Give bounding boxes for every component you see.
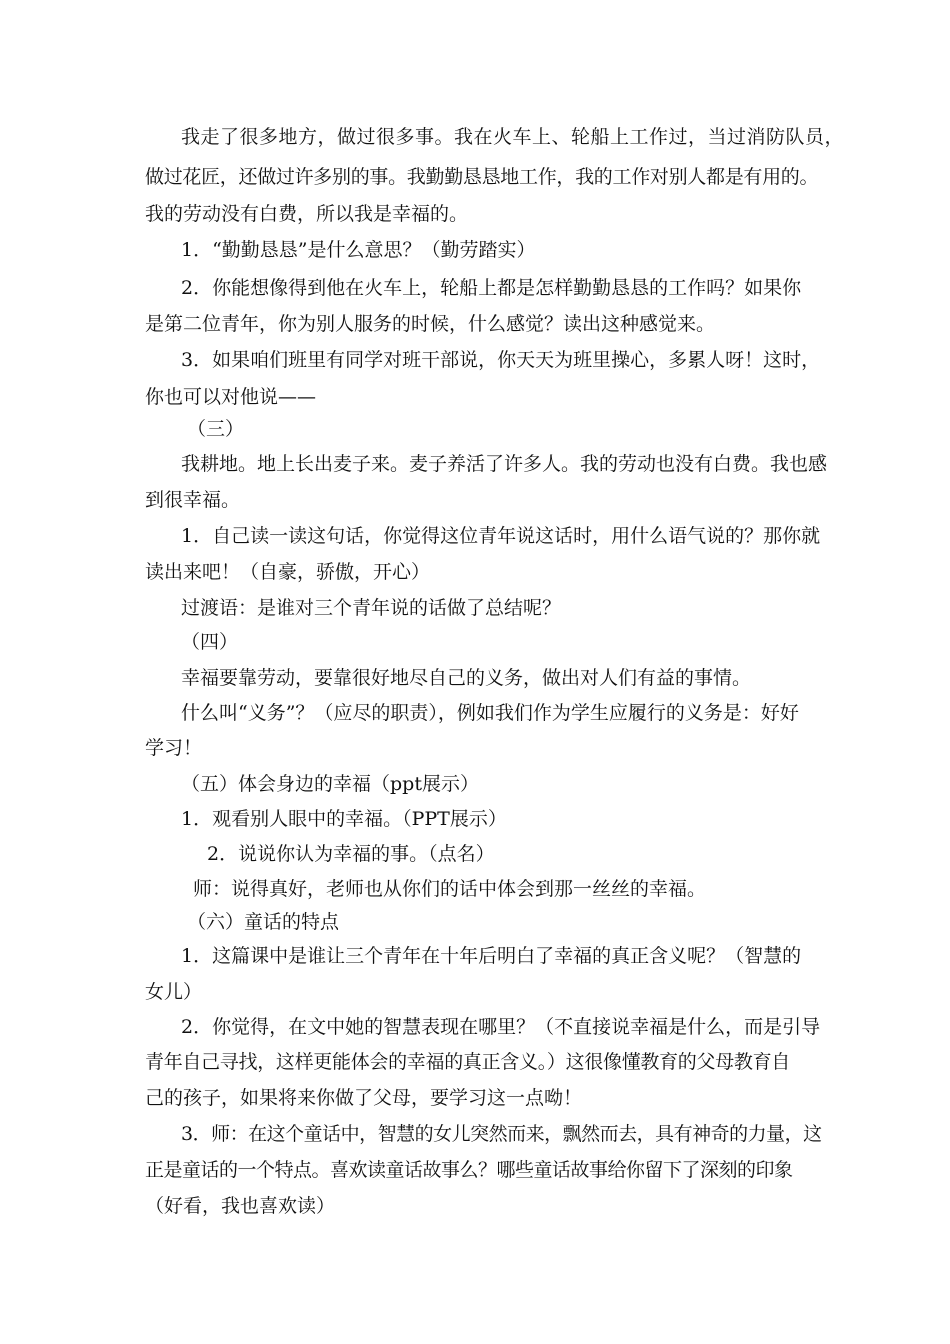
text-line: 做过花匠，还做过许多别的事。我勤勤恳恳地工作，我的工作对别人都是有用的。: [145, 166, 819, 188]
text-line: 学习！: [145, 737, 203, 759]
text-line: 2．说说你认为幸福的事。（点名）: [207, 843, 495, 865]
text-line: 女儿）: [145, 981, 203, 1003]
text-line: （五）体会身边的幸福（ppt展示）: [181, 773, 479, 795]
text-line: 什么叫“义务”？（应尽的职责），例如我们作为学生应履行的义务是：好好: [181, 702, 799, 724]
text-line: 是第二位青年，你为别人服务的时候，什么感觉？读出这种感觉来。: [145, 313, 716, 335]
text-line: （三）: [187, 418, 245, 440]
text-line: 你也可以对他说——: [145, 386, 317, 408]
text-line: 我走了很多地方，做过很多事。我在火车上、轮船上工作过，当过消防队员，: [181, 126, 845, 148]
text-line: 2．你能想像得到他在火车上，轮船上都是怎样勤勤恳恳的工作吗？如果你: [181, 277, 802, 299]
text-line: 正是童话的一个特点。喜欢读童话故事么？哪些童话故事给你留下了深刻的印象: [145, 1159, 793, 1181]
text-line: 3．如果咱们班里有同学对班干部说，你天天为班里操心，多累人呀！这时，: [181, 349, 821, 371]
text-line: 1．自己读一读这句话，你觉得这位青年说这话时，用什么语气说的？那你就: [181, 525, 821, 547]
text-line: 我耕地。地上长出麦子来。麦子养活了许多人。我的劳动也没有白费。我也感: [181, 453, 828, 475]
text-line: 师：说得真好，老师也从你们的话中体会到那一丝丝的幸福。: [193, 878, 707, 900]
text-line: 己的孩子，如果将来你做了父母，要学习这一点呦！: [145, 1087, 583, 1109]
text-line: 到很幸福。: [145, 489, 241, 511]
text-line: 1．这篇课中是谁让三个青年在十年后明白了幸福的真正含义呢？（智慧的: [181, 945, 802, 967]
text-line: （四）: [181, 631, 239, 653]
text-line: 幸福要靠劳动，要靠很好地尽自己的义务，做出对人们有益的事情。: [181, 667, 752, 689]
text-line: （好看，我也喜欢读）: [145, 1195, 336, 1217]
text-line: 我的劳动没有白费，所以我是幸福的。: [145, 203, 469, 225]
text-line: 读出来吧！（自豪，骄傲，开心）: [145, 561, 431, 583]
text-line: 1．“勤勤恳恳”是什么意思？（勤劳踏实）: [181, 239, 536, 261]
text-line: 2．你觉得，在文中她的智慧表现在哪里？（不直接说幸福是什么，而是引导: [181, 1016, 821, 1038]
text-line: 3．师：在这个童话中，智慧的女儿突然而来，飘然而去，具有神奇的力量，这: [181, 1123, 822, 1145]
text-line: 过渡语：是谁对三个青年说的话做了总结呢？: [181, 597, 562, 619]
text-line: 青年自己寻找，这样更能体会的幸福的真正含义。）这很像懂教育的父母教育自: [145, 1051, 791, 1073]
text-line: 1．观看别人眼中的幸福。（PPT展示）: [181, 808, 507, 830]
text-line: （六）童话的特点: [187, 911, 340, 933]
